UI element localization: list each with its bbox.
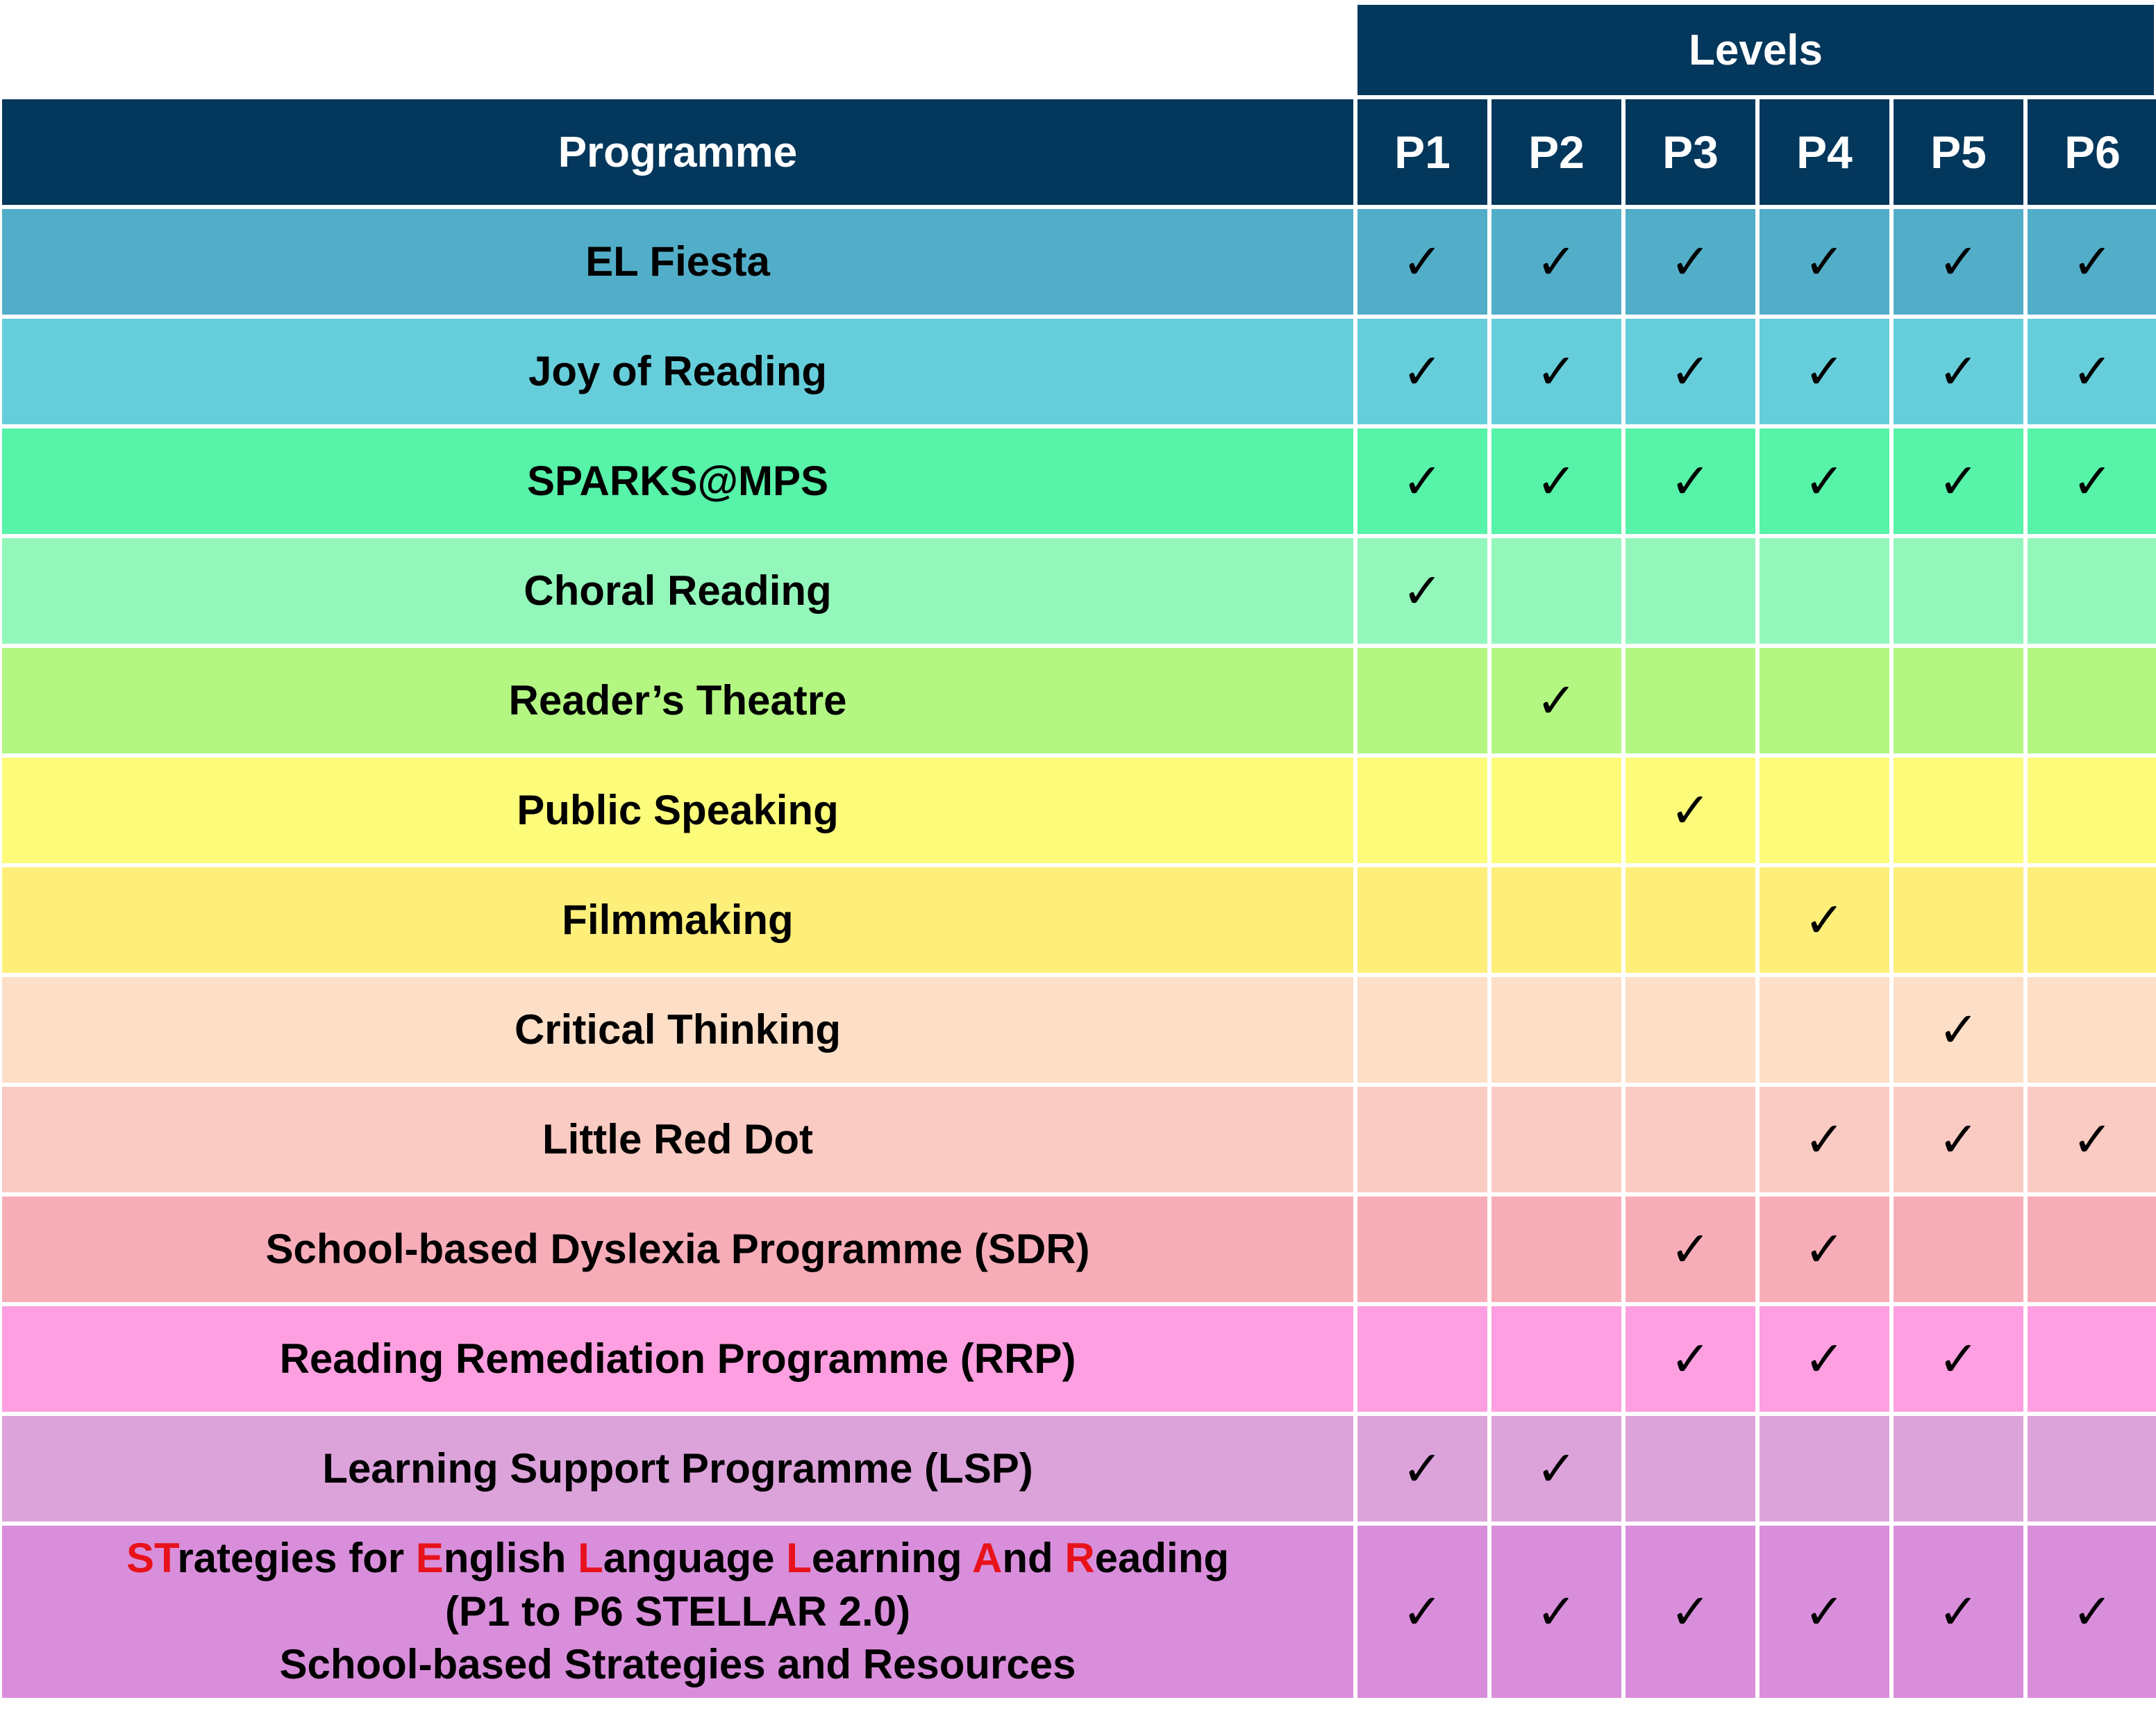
checkmark-icon: ✓ bbox=[1536, 454, 1577, 508]
level-cell-p3 bbox=[1623, 975, 1757, 1085]
checkmark-icon: ✓ bbox=[1402, 235, 1443, 289]
level-cell-p6 bbox=[2025, 646, 2156, 756]
checkmark-icon: ✓ bbox=[1670, 1585, 1711, 1639]
level-cell-p2 bbox=[1489, 646, 1623, 756]
checkmark-icon: ✓ bbox=[1536, 344, 1577, 399]
level-cell-p2 bbox=[1489, 207, 1623, 317]
level-header-p6: P6 bbox=[2025, 97, 2156, 207]
programme-name: Reading Remediation Programme (RRP) bbox=[279, 1335, 1076, 1382]
level-cell-p1 bbox=[1355, 426, 1489, 536]
programme-name-cell bbox=[0, 536, 1355, 646]
level-cell-p4 bbox=[1757, 536, 1891, 646]
name-segment: anguage bbox=[603, 1534, 787, 1581]
level-cell-p4 bbox=[1757, 865, 1891, 975]
level-cell-p3 bbox=[1623, 536, 1757, 646]
level-cell-p3 bbox=[1623, 426, 1757, 536]
level-cell-p1 bbox=[1355, 317, 1489, 426]
acronym-letter: A bbox=[972, 1534, 1003, 1581]
level-cell-p5 bbox=[1891, 536, 2025, 646]
level-cell-p4 bbox=[1757, 1414, 1891, 1524]
level-cell-p6 bbox=[2025, 975, 2156, 1085]
table-row bbox=[0, 1085, 2156, 1194]
level-cell-p3 bbox=[1623, 1194, 1757, 1304]
programme-name: Reader’s Theatre bbox=[508, 676, 847, 724]
level-cell-p1 bbox=[1355, 207, 1489, 317]
stellar-description-line: School-based Strategies and Resources bbox=[279, 1641, 1076, 1688]
level-cell-p1 bbox=[1355, 865, 1489, 975]
level-cell-p2 bbox=[1489, 536, 1623, 646]
level-cell-p2 bbox=[1489, 317, 1623, 426]
table-row bbox=[0, 756, 2156, 865]
checkmark-icon: ✓ bbox=[1938, 1332, 1979, 1386]
level-cell-p5 bbox=[1891, 317, 2025, 426]
table-row bbox=[0, 317, 2156, 426]
name-segment: eading bbox=[1094, 1534, 1230, 1581]
programme-name: Critical Thinking bbox=[514, 1006, 842, 1053]
programme-name: Joy of Reading bbox=[528, 347, 828, 394]
checkmark-icon: ✓ bbox=[1938, 235, 1979, 289]
level-cell-p2 bbox=[1489, 756, 1623, 865]
level-cell-p4 bbox=[1757, 317, 1891, 426]
checkmark-icon: ✓ bbox=[1670, 1332, 1711, 1386]
level-cell-p3 bbox=[1623, 1524, 1757, 1700]
level-cell-p3 bbox=[1623, 1414, 1757, 1524]
programme-name: Little Red Dot bbox=[542, 1115, 813, 1162]
level-cell-p6 bbox=[2025, 1414, 2156, 1524]
level-cell-p5 bbox=[1891, 207, 2025, 317]
stellar-subtitle-line: (P1 to P6 STELLAR 2.0) bbox=[444, 1587, 911, 1635]
programme-name-cell bbox=[0, 975, 1355, 1085]
level-cell-p4 bbox=[1757, 1304, 1891, 1414]
name-segment: nglish bbox=[443, 1534, 578, 1581]
table-row bbox=[0, 975, 2156, 1085]
programme-name: SPARKS@MPS bbox=[526, 457, 829, 504]
checkmark-icon: ✓ bbox=[1804, 454, 1845, 508]
checkmark-icon: ✓ bbox=[2072, 344, 2113, 399]
level-cell-p4 bbox=[1757, 646, 1891, 756]
programme-name: School-based Dyslexia Programme (SDR) bbox=[265, 1225, 1090, 1272]
checkmark-icon: ✓ bbox=[2072, 1585, 2113, 1639]
checkmark-icon: ✓ bbox=[1938, 344, 1979, 399]
name-segment: earning bbox=[811, 1534, 972, 1581]
level-cell-p5 bbox=[1891, 975, 2025, 1085]
checkmark-icon: ✓ bbox=[1402, 344, 1443, 399]
level-cell-p4 bbox=[1757, 975, 1891, 1085]
checkmark-icon: ✓ bbox=[1536, 674, 1577, 728]
level-cell-p6 bbox=[2025, 1524, 2156, 1700]
acronym-letter: R bbox=[1064, 1534, 1095, 1581]
checkmark-icon: ✓ bbox=[1670, 344, 1711, 399]
checkmark-icon: ✓ bbox=[1536, 1585, 1577, 1639]
checkmark-icon: ✓ bbox=[1670, 1222, 1711, 1276]
checkmark-icon: ✓ bbox=[1804, 344, 1845, 399]
table-row bbox=[0, 1194, 2156, 1304]
level-cell-p2 bbox=[1489, 1414, 1623, 1524]
level-cell-p3 bbox=[1623, 1304, 1757, 1414]
level-cell-p1 bbox=[1355, 1304, 1489, 1414]
level-cell-p6 bbox=[2025, 317, 2156, 426]
programme-name-cell bbox=[0, 207, 1355, 317]
level-cell-p3 bbox=[1623, 207, 1757, 317]
table-row bbox=[0, 207, 2156, 317]
acronym-letter: L bbox=[578, 1534, 603, 1581]
level-cell-p5 bbox=[1891, 646, 2025, 756]
level-cell-p4 bbox=[1757, 1085, 1891, 1194]
checkmark-icon: ✓ bbox=[1402, 1442, 1443, 1496]
programme-name-cell bbox=[0, 865, 1355, 975]
table-row bbox=[0, 1414, 2156, 1524]
level-cell-p5 bbox=[1891, 426, 2025, 536]
checkmark-icon: ✓ bbox=[1938, 1585, 1979, 1639]
level-header-p3: P3 bbox=[1623, 97, 1757, 207]
programme-name-cell bbox=[0, 317, 1355, 426]
checkmark-icon: ✓ bbox=[1804, 235, 1845, 289]
level-cell-p5 bbox=[1891, 1414, 2025, 1524]
level-cell-p5 bbox=[1891, 865, 2025, 975]
level-cell-p6 bbox=[2025, 1304, 2156, 1414]
checkmark-icon: ✓ bbox=[1670, 454, 1711, 508]
level-cell-p5 bbox=[1891, 1085, 2025, 1194]
level-cell-p5 bbox=[1891, 756, 2025, 865]
level-cell-p1 bbox=[1355, 1414, 1489, 1524]
checkmark-icon: ✓ bbox=[1670, 235, 1711, 289]
acronym-letter: L bbox=[786, 1534, 812, 1581]
level-cell-p1 bbox=[1355, 1085, 1489, 1194]
name-segment: rategies for bbox=[177, 1534, 416, 1581]
level-header-p2: P2 bbox=[1489, 97, 1623, 207]
level-cell-p6 bbox=[2025, 536, 2156, 646]
checkmark-icon: ✓ bbox=[1402, 1585, 1443, 1639]
level-cell-p3 bbox=[1623, 865, 1757, 975]
level-cell-p6 bbox=[2025, 207, 2156, 317]
checkmark-icon: ✓ bbox=[1938, 1112, 1979, 1167]
level-cell-p5 bbox=[1891, 1304, 2025, 1414]
checkmark-icon: ✓ bbox=[1804, 1222, 1845, 1276]
table-row bbox=[0, 1524, 2156, 1700]
level-cell-p1 bbox=[1355, 975, 1489, 1085]
level-cell-p4 bbox=[1757, 1194, 1891, 1304]
programme-name: Choral Reading bbox=[524, 567, 832, 614]
checkmark-icon: ✓ bbox=[1670, 783, 1711, 837]
level-cell-p2 bbox=[1489, 975, 1623, 1085]
programme-name-cell bbox=[0, 646, 1355, 756]
checkmark-icon: ✓ bbox=[2072, 454, 2113, 508]
level-cell-p6 bbox=[2025, 1194, 2156, 1304]
level-cell-p2 bbox=[1489, 426, 1623, 536]
programme-name-cell bbox=[0, 756, 1355, 865]
programme-name: Public Speaking bbox=[517, 786, 839, 833]
checkmark-icon: ✓ bbox=[1938, 454, 1979, 508]
level-cell-p3 bbox=[1623, 317, 1757, 426]
checkmark-icon: ✓ bbox=[1804, 1332, 1845, 1386]
table-row bbox=[0, 426, 2156, 536]
programme-header: Programme bbox=[0, 97, 1355, 207]
checkmark-icon: ✓ bbox=[1536, 1442, 1577, 1496]
level-cell-p6 bbox=[2025, 756, 2156, 865]
checkmark-icon: ✓ bbox=[1938, 1003, 1979, 1057]
level-cell-p4 bbox=[1757, 1524, 1891, 1700]
table-row bbox=[0, 865, 2156, 975]
checkmark-icon: ✓ bbox=[2072, 235, 2113, 289]
acronym-letter: E bbox=[415, 1534, 444, 1581]
level-cell-p3 bbox=[1623, 756, 1757, 865]
level-cell-p4 bbox=[1757, 426, 1891, 536]
acronym-letter: ST bbox=[126, 1534, 178, 1581]
level-cell-p3 bbox=[1623, 646, 1757, 756]
programme-name: Filmmaking bbox=[562, 896, 794, 943]
stellar-acronym-line bbox=[126, 1532, 1229, 1585]
level-cell-p1 bbox=[1355, 536, 1489, 646]
level-cell-p2 bbox=[1489, 1304, 1623, 1414]
level-cell-p3 bbox=[1623, 1085, 1757, 1194]
level-cell-p1 bbox=[1355, 646, 1489, 756]
level-cell-p2 bbox=[1489, 1194, 1623, 1304]
stellar-programme-name bbox=[126, 1532, 1229, 1692]
level-cell-p6 bbox=[2025, 1085, 2156, 1194]
level-cell-p2 bbox=[1489, 1085, 1623, 1194]
checkmark-icon: ✓ bbox=[1804, 1112, 1845, 1167]
programme-name-cell bbox=[0, 1194, 1355, 1304]
programme-name-cell bbox=[0, 1524, 1355, 1700]
name-segment: nd bbox=[1002, 1534, 1065, 1581]
checkmark-icon: ✓ bbox=[1804, 893, 1845, 947]
level-cell-p4 bbox=[1757, 207, 1891, 317]
table-row bbox=[0, 1304, 2156, 1414]
level-cell-p2 bbox=[1489, 865, 1623, 975]
level-cell-p6 bbox=[2025, 865, 2156, 975]
level-cell-p5 bbox=[1891, 1524, 2025, 1700]
level-cell-p1 bbox=[1355, 756, 1489, 865]
levels-header: Levels bbox=[1355, 3, 2156, 97]
level-cell-p1 bbox=[1355, 1194, 1489, 1304]
level-cell-p6 bbox=[2025, 426, 2156, 536]
checkmark-icon: ✓ bbox=[1402, 564, 1443, 618]
programme-name: Learning Support Programme (LSP) bbox=[322, 1444, 1033, 1492]
programme-name-cell bbox=[0, 1304, 1355, 1414]
level-cell-p4 bbox=[1757, 756, 1891, 865]
level-cell-p2 bbox=[1489, 1524, 1623, 1700]
programme-name-cell bbox=[0, 1085, 1355, 1194]
table-row bbox=[0, 646, 2156, 756]
level-header-p1: P1 bbox=[1355, 97, 1489, 207]
programme-name: EL Fiesta bbox=[585, 237, 770, 285]
table-row bbox=[0, 536, 2156, 646]
checkmark-icon: ✓ bbox=[1402, 454, 1443, 508]
level-cell-p5 bbox=[1891, 1194, 2025, 1304]
checkmark-icon: ✓ bbox=[1536, 235, 1577, 289]
level-header-p4: P4 bbox=[1757, 97, 1891, 207]
programme-name-cell bbox=[0, 426, 1355, 536]
level-cell-p1 bbox=[1355, 1524, 1489, 1700]
level-header-p5: P5 bbox=[1891, 97, 2025, 207]
programme-name-cell bbox=[0, 1414, 1355, 1524]
checkmark-icon: ✓ bbox=[1804, 1585, 1845, 1639]
checkmark-icon: ✓ bbox=[2072, 1112, 2113, 1167]
